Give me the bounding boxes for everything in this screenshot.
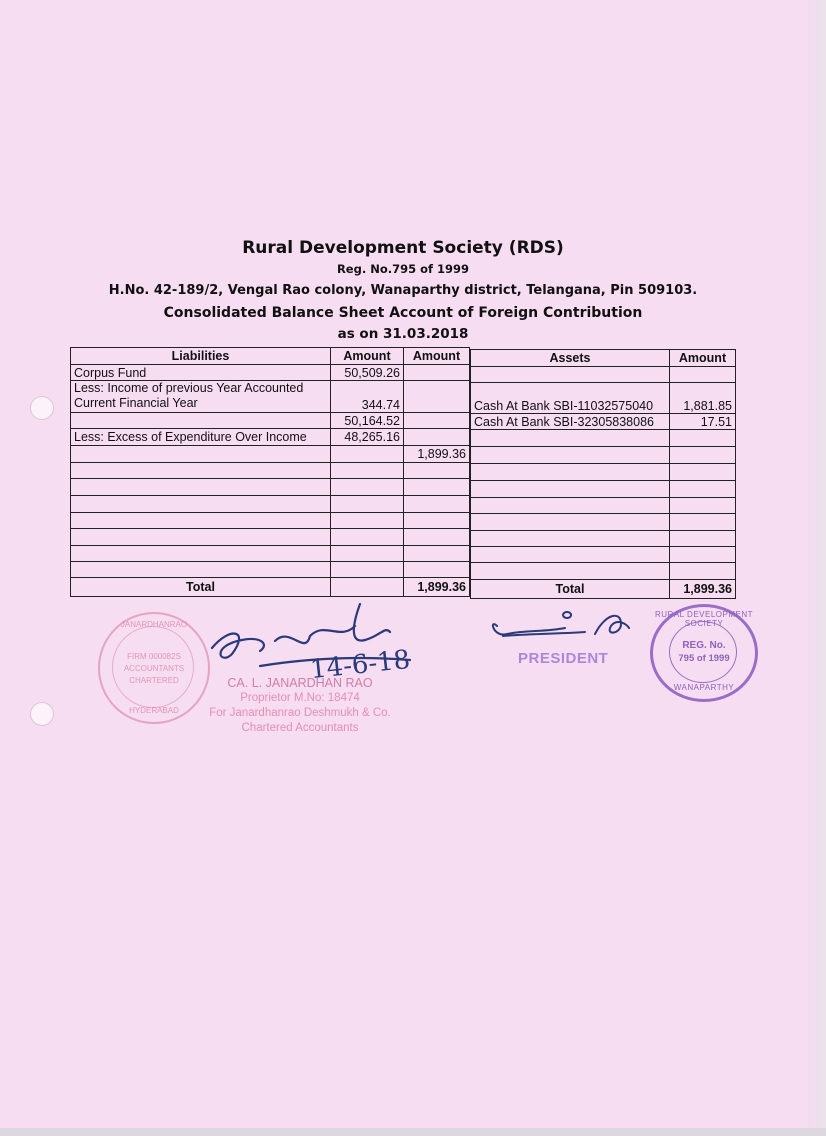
assets-total-amount: 1,899.36 — [670, 580, 736, 599]
auditor-firm: For Janardhanrao Deshmukh & Co. — [209, 707, 391, 719]
assets-header-row — [471, 350, 736, 367]
assets-total-label: Total — [471, 580, 670, 599]
empty-row — [471, 430, 736, 447]
stamp-text: CHARTERED — [129, 676, 179, 685]
empty-row — [71, 546, 470, 562]
total-label: Total — [71, 578, 331, 597]
empty-row — [471, 447, 736, 464]
empty-row — [471, 464, 736, 481]
signature-date: 14-6-18 — [308, 644, 412, 686]
row-label — [71, 446, 331, 463]
empty-row — [71, 479, 470, 496]
address: H.No. 42-189/2, Vengal Rao colony, Wanaparthy district, Telangana, Pin 509103. — [108, 283, 698, 298]
row-amount: 48,265.16 — [331, 429, 404, 446]
empty-row — [471, 547, 736, 563]
empty-row — [71, 529, 470, 546]
asset-label: Cash At Bank SBI-32305838086 — [471, 414, 670, 430]
table-row — [71, 381, 470, 413]
as-on-date: as on 31.03.2018 — [337, 326, 469, 342]
auditor-designation: Chartered Accountants — [241, 722, 359, 734]
stamp-text: ACCOUNTANTS — [123, 664, 185, 673]
liabilities-table — [70, 347, 470, 597]
liabilities-header-row — [71, 348, 470, 365]
document-title: Consolidated Balance Sheet Account of Foreign Contribution — [163, 305, 643, 321]
row-amount-2 — [404, 429, 470, 446]
stamp-text: HYDERABAD — [129, 706, 179, 715]
amount-header-2: Amount — [404, 348, 470, 365]
society-seal — [650, 604, 758, 702]
empty-row — [471, 514, 736, 531]
empty-row — [471, 563, 736, 580]
page-bottom-edge — [0, 1128, 826, 1136]
table-row — [471, 414, 736, 430]
seal-reg-year: 795 of 1999 — [678, 653, 730, 664]
empty-row — [471, 481, 736, 498]
president-label: PRESIDENT — [518, 650, 609, 667]
punch-hole-top — [30, 396, 54, 420]
assets-amount-header: Amount — [670, 350, 736, 367]
reg-no: Reg. No.795 of 1999 — [336, 262, 470, 276]
seal-ring-text: RURAL DEVELOPMENT SOCIETY — [655, 610, 753, 628]
row-amount: 50,164.52 — [331, 413, 404, 429]
empty-row — [471, 498, 736, 514]
row-amount-2 — [404, 365, 470, 381]
asset-label: Cash At Bank SBI-11032575040 — [471, 383, 670, 414]
row-amount: 50,509.26 — [331, 365, 404, 381]
stamp-text: JANARDHANRAO — [120, 620, 188, 629]
page-edge-shadow — [808, 0, 826, 1136]
row-label: Less: Excess of Expenditure Over Income — [71, 429, 331, 446]
row-label — [71, 413, 331, 429]
assets-table — [470, 349, 736, 599]
row-amount-2 — [404, 413, 470, 429]
row-label — [71, 381, 331, 413]
empty-row — [71, 562, 470, 578]
asset-amount: 1,881.85 — [670, 383, 736, 414]
table-row — [471, 383, 736, 414]
row-label-line-2: Current Financial Year — [74, 396, 198, 410]
liabilities-header: Liabilities — [71, 348, 331, 365]
empty-row — [71, 496, 470, 513]
empty-row — [471, 531, 736, 547]
seal-place-text: WANAPARTHY — [673, 683, 735, 692]
row-amount: 344.74 — [331, 381, 404, 413]
auditor-role: Proprietor M.No: 18474 — [240, 692, 360, 704]
total-row — [471, 580, 736, 599]
auditor-name: CA. L. JANARDHAN RAO — [227, 676, 373, 690]
seal-reg-text: REG. No. — [682, 640, 726, 651]
president-signature — [485, 604, 645, 654]
org-name: Rural Development Society (RDS) — [242, 238, 564, 258]
total-amount: 1,899.36 — [404, 578, 470, 597]
empty-row — [471, 367, 736, 383]
table-row — [71, 365, 470, 381]
table-row — [71, 429, 470, 446]
total-row — [71, 578, 470, 597]
assets-header: Assets — [471, 350, 670, 367]
stamp-text: FIRM 000082S — [127, 652, 181, 661]
table-row — [71, 413, 470, 429]
row-amount-2: 1,899.36 — [404, 446, 470, 463]
total-amount-1 — [331, 578, 404, 597]
table-row — [71, 446, 470, 463]
amount-header-1: Amount — [331, 348, 404, 365]
punch-hole-bottom — [30, 702, 54, 726]
empty-row — [71, 513, 470, 529]
empty-row — [71, 463, 470, 479]
asset-amount: 17.51 — [670, 414, 736, 430]
row-label: Corpus Fund — [71, 365, 331, 381]
row-label-line-1: Less: Income of previous Year Accounted — [74, 381, 304, 395]
row-amount-2 — [404, 381, 470, 413]
row-amount — [331, 446, 404, 463]
